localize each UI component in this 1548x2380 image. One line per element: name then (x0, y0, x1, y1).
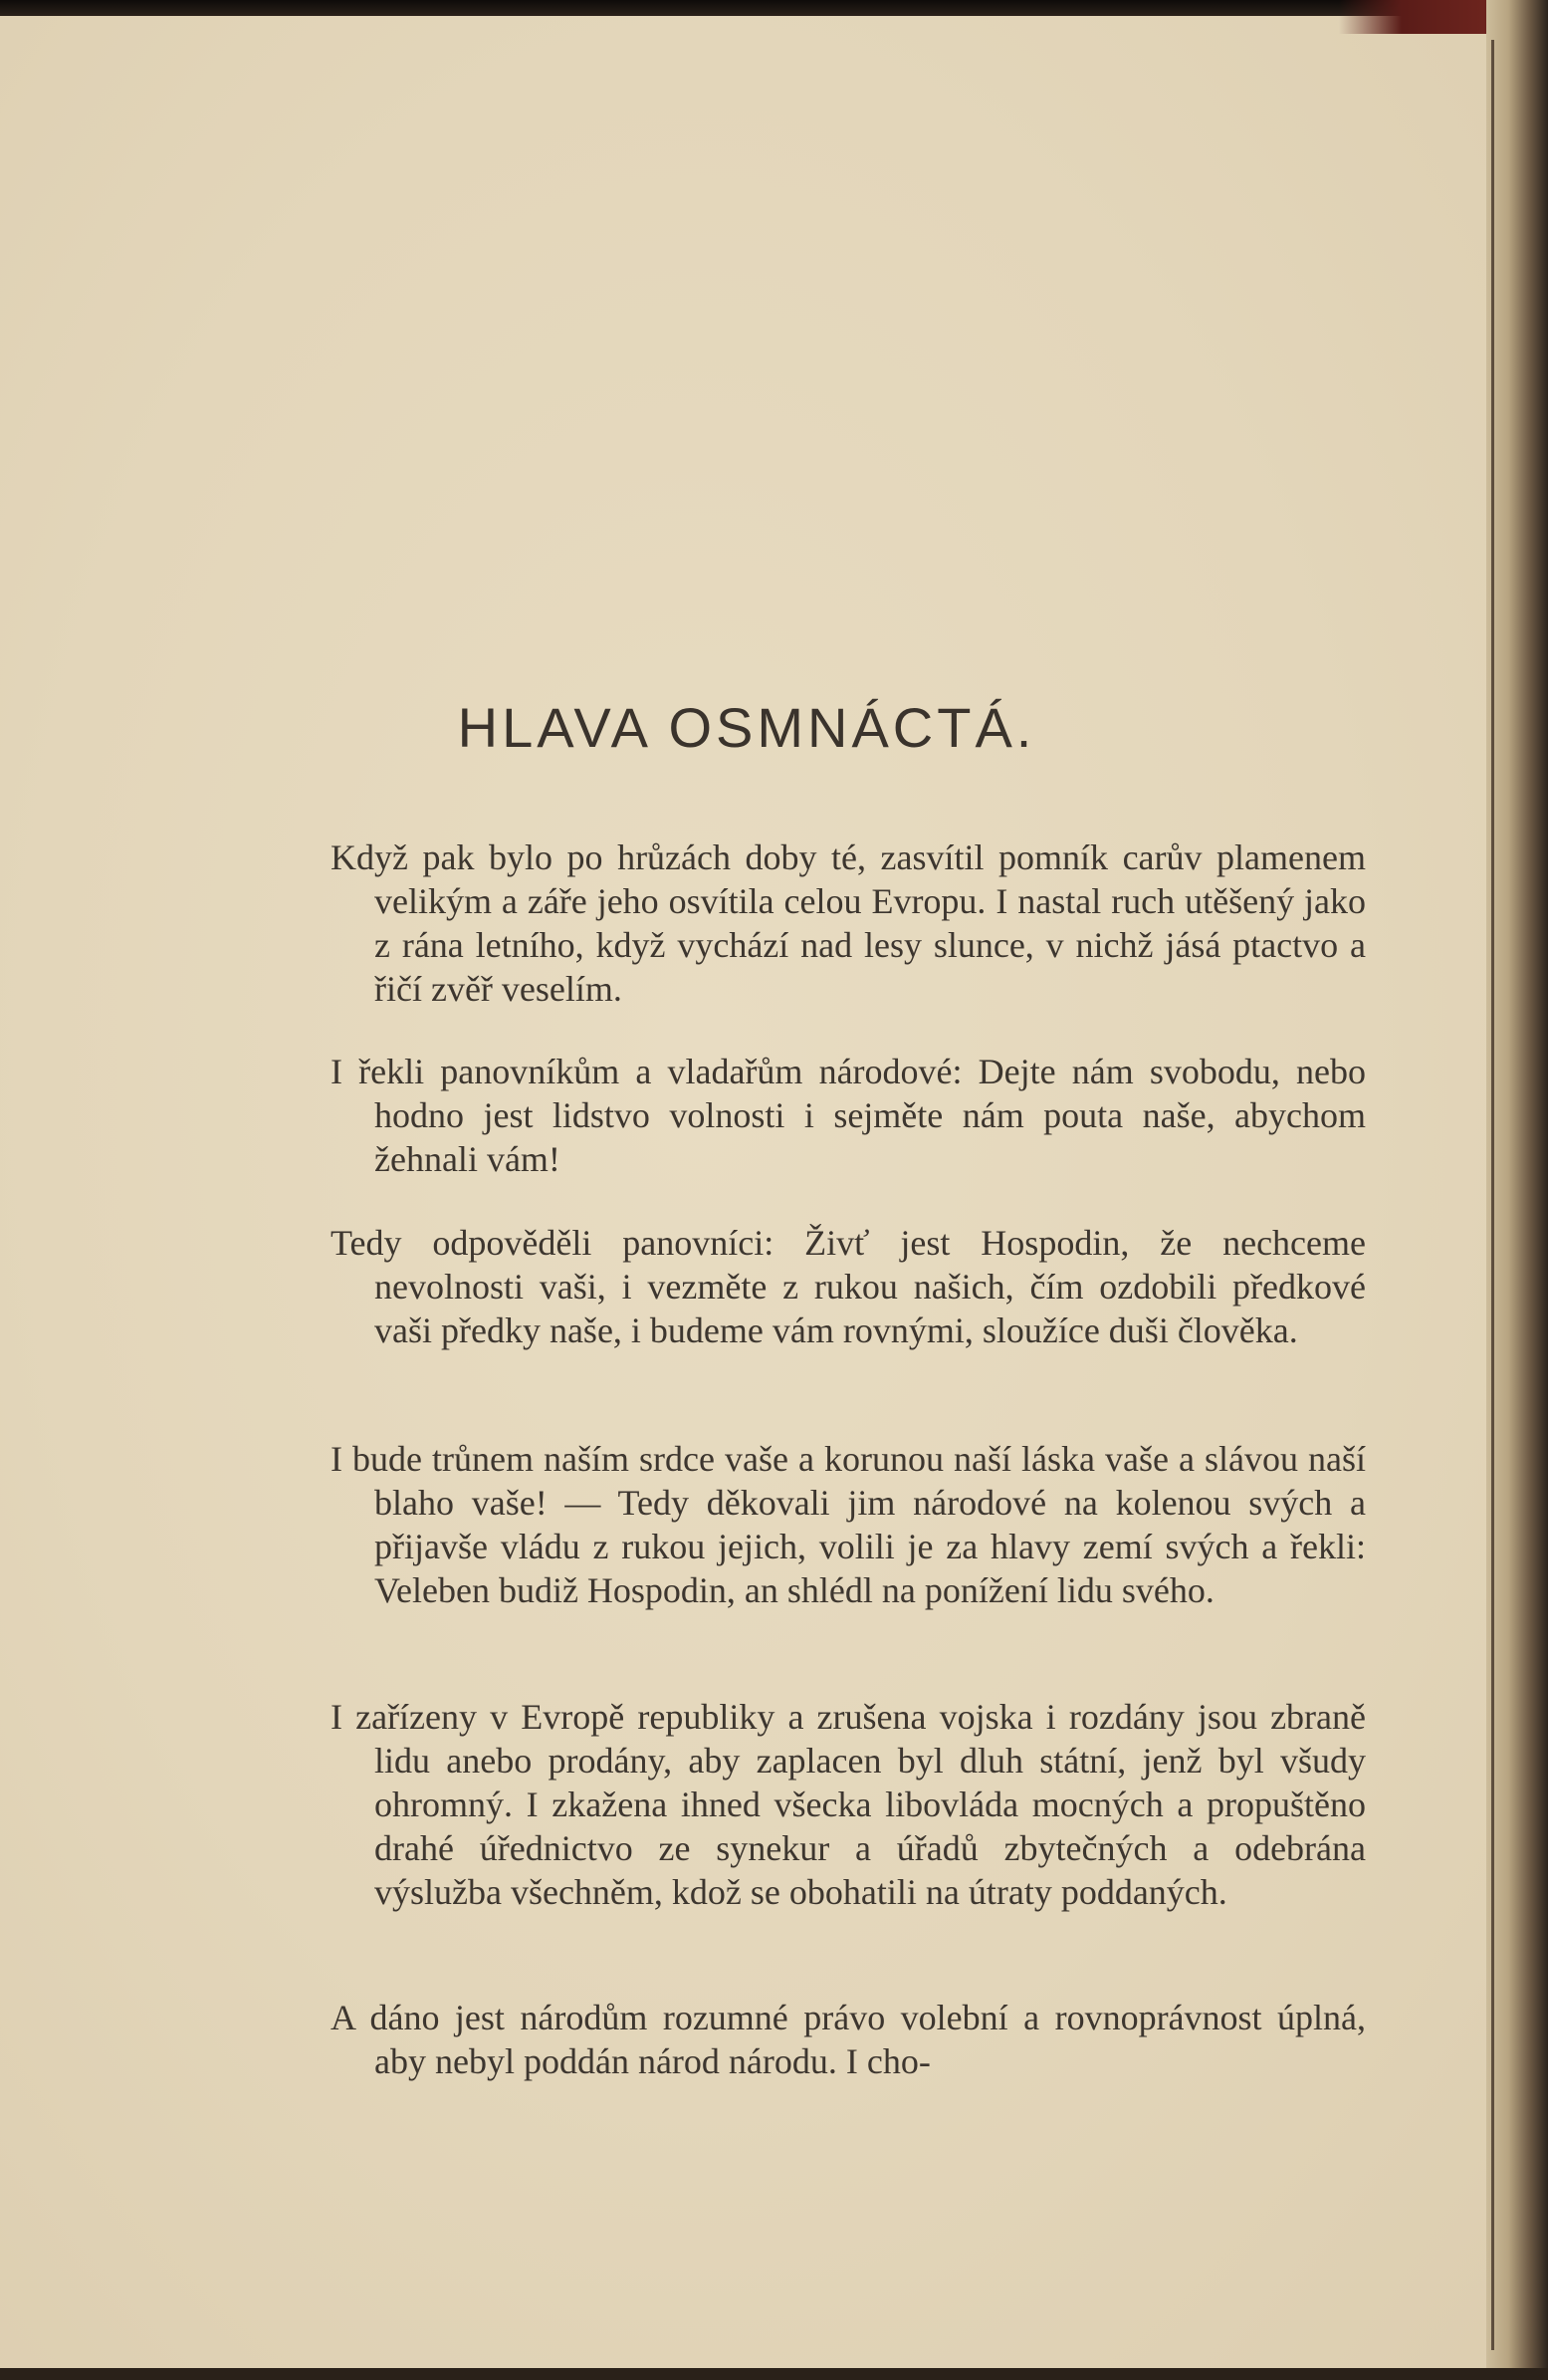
paragraph-1: Když pak bylo po hrůzách doby té, zasvítil pomník carův plamenem velikým a záře jeho osvítila celou Evropu. I nastal ruch utěšený jako z rána letního, když vychází nad lesy slunce, v nichž jásá ptactvo a řičí zvěř veselím. (331, 837, 1366, 1009)
paragraph-4: I bude trůnem naším srdce vaše a korunou naší láska vaše a slávou naší blaho vaše! — Tedy děkovali jim národové na kolenou svých a přijavše vládu z rukou jejich, volili je za hlavy zemí svých a řekli: Veleben budiž Hospodin, an shlédl na ponížení lidu svého. (331, 1439, 1366, 1610)
scan-right-edge (1486, 0, 1548, 2380)
page-fold-line (1491, 40, 1494, 2350)
paragraph-5: I zařízeny v Evropě republiky a zrušena vojska i rozdány jsou zbraně lidu anebo prodány, aby zaplacen byl dluh státní, jenž byl všudy ohromný. I zkažena ihned všecka libovláda mocných a propuštěno drahé úřednictvo ze synekur a úřadů zbytečných a odebrána výslužba všechněm, kdož se obohatili na útraty poddaných. (331, 1697, 1366, 1912)
paragraph-2: I řekli panovníkům a vladařům národové: Dejte nám svobodu, nebo hodno jest lidstvo volnosti i sejměte nám pouta naše, abychom žehnali vám! (331, 1052, 1366, 1179)
paragraph-3: Tedy odpověděli panovníci: Živť jest Hospodin, že nechceme nevolnosti vaši, i vezměte z rukou našich, čím ozdobili předkové vaši předky naše, i budeme vám rovnými, sloužíce duši člověka. (331, 1223, 1366, 1350)
scan-top-edge (0, 0, 1548, 16)
scan-bottom-edge (0, 2368, 1548, 2380)
paragraph-6: A dáno jest národům rozumné právo volební a rovnoprávnost úplná, aby nebyl poddán národ národu. I cho- (331, 1998, 1366, 2081)
chapter-heading: HLAVA OSMNÁCTÁ. (457, 696, 1036, 759)
